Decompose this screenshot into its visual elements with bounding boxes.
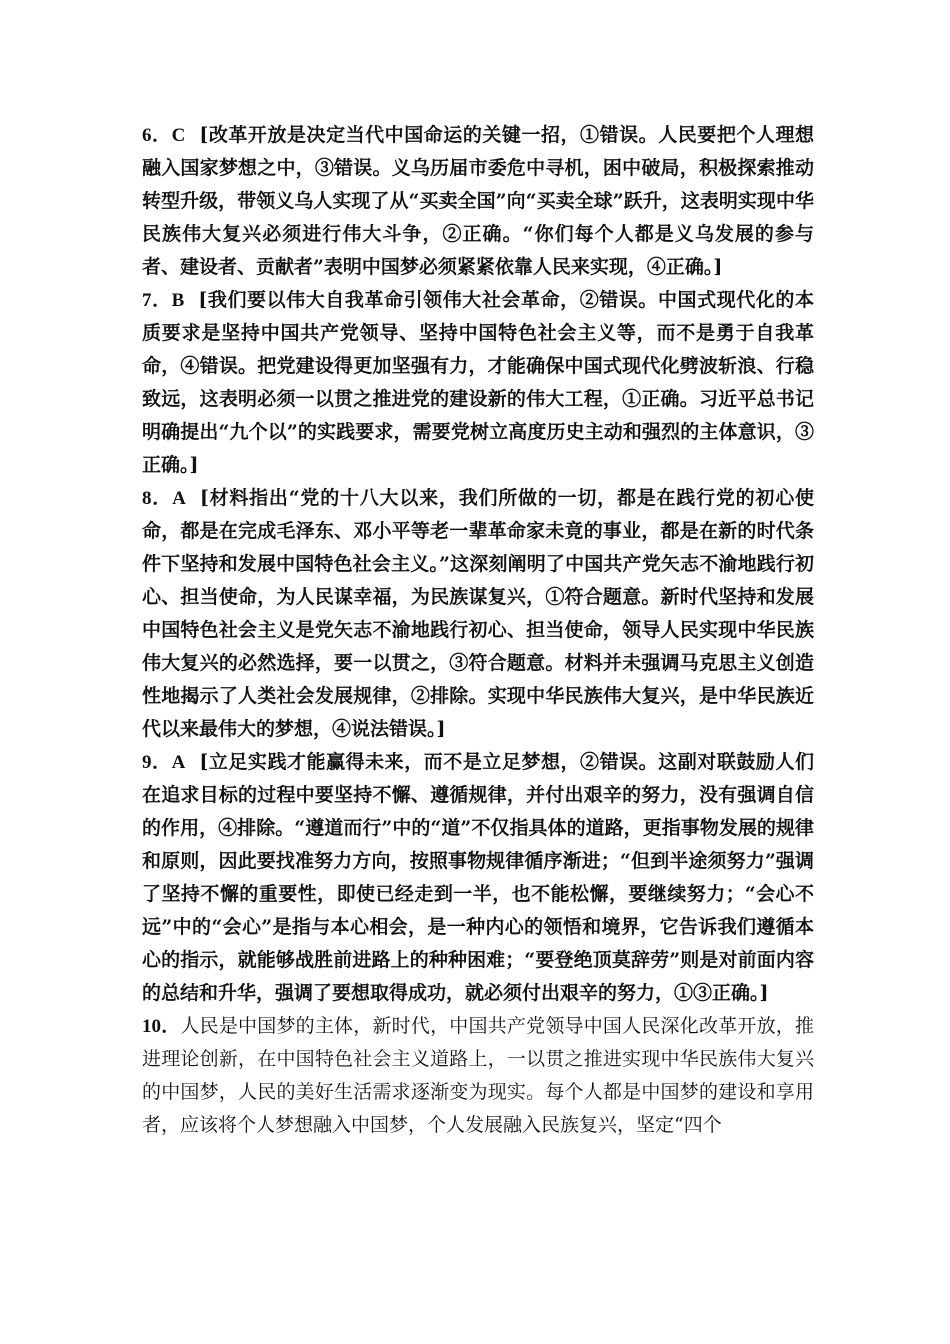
- answer-choice: C: [171, 125, 186, 146]
- essay-number: 10．: [142, 1016, 181, 1037]
- answer-number: 7．: [142, 290, 172, 311]
- answer-item-6: [142, 119, 814, 284]
- answer-item-8: [142, 482, 814, 746]
- answer-explanation: [改革开放是决定当代中国命运的关键一招，①错误。人民要把个人理想融入国家梦想之中，③错误。义乌历届市委危中寻机，困中破局，积极探索推动转型升级，带领义乌人实现了从“买卖全国”向“买卖全球”跃升，这表明实现中华民族伟大复兴必须进行伟大斗争，②正确。“你们每个人都是义乌发展的参与者、建设者、贡献者”表明中国梦必须紧紧依靠人民来实现，④正确。]: [142, 124, 814, 278]
- answer-number: 6．: [142, 125, 172, 146]
- answer-item-9: [142, 746, 814, 1010]
- answer-explanation: [我们要以伟大自我革命引领伟大社会革命，②错误。中国式现代化的本质要求是坚持中国共产党领导、坚持中国特色社会主义等，而不是勇于自我革命，④错误。把党建设得更加坚强有力，才能确保中国式现代化劈波斩浪、行稳致远，这表明必须一以贯之推进党的建设新的伟大工程，①正确。习近平总书记明确提出“九个以”的实践要求，需要党树立高度历史主动和强烈的主体意识，③正确。]: [142, 289, 814, 476]
- essay-answer-10: [142, 1010, 814, 1142]
- essay-text: 人民是中国梦的主体，新时代，中国共产党领导中国人民深化改革开放，推进理论创新，在中国特色社会主义道路上，一以贯之推进实现中华民族伟大复兴的中国梦，人民的美好生活需求逐渐变为现实。每个人都是中国梦的建设和享用者，应该将个人梦想融入中国梦，个人发展融入民族复兴，坚定“四个: [142, 1015, 814, 1136]
- answer-content: [142, 119, 814, 1142]
- answer-explanation: [材料指出“党的十八大以来，我们所做的一切，都是在践行党的初心使命，都是在完成毛泽东、邓小平等老一辈革命家未竟的事业，都是在新的时代条件下坚持和发展中国特色社会主义。”这深刻阐明了中国共产党矢志不渝地践行初心、担当使命，为人民谋幸福，为民族谋复兴，①符合题意。新时代坚持和发展中国特色社会主义是党矢志不渝地践行初心、担当使命，领导人民实现中华民族伟大复兴的必然选择，要一以贯之，③符合题意。材料并未强调马克思主义创造性地揭示了人类社会发展规律，②排除。实现中华民族伟大复兴，是中华民族近代以来最伟大的梦想，④说法错误。]: [142, 487, 814, 740]
- answer-choice: B: [171, 290, 185, 311]
- answer-explanation: [立足实践才能赢得未来，而不是立足梦想，②错误。这副对联鼓励人们在追求目标的过程中要坚持不懈、遵循规律，并付出艰辛的努力，没有强调自信的作用，④排除。“遵道而行”中的“道”不仅指具体的道路，更指事物发展的规律和原则，因此要找准努力方向，按照事物规律循序渐进；“但到半途须努力”强调了坚持不懈的重要性，即使已经走到一半，也不能松懈，要继续努力；“会心不远”中的“会心”是指与本心相会，是一种内心的领悟和境界，它告诉我们遵循本心的指示，就能够战胜前进路上的种种困难；“要登绝顶莫辞劳”则是对前面内容的总结和升华，强调了要想取得成功，就必须付出艰辛的努力，①③正确。]: [142, 751, 814, 1004]
- answer-number: 8．: [142, 488, 173, 509]
- answer-choice: A: [171, 752, 186, 773]
- answer-number: 9．: [142, 752, 172, 773]
- answer-choice: A: [172, 488, 186, 509]
- answer-item-7: [142, 284, 814, 482]
